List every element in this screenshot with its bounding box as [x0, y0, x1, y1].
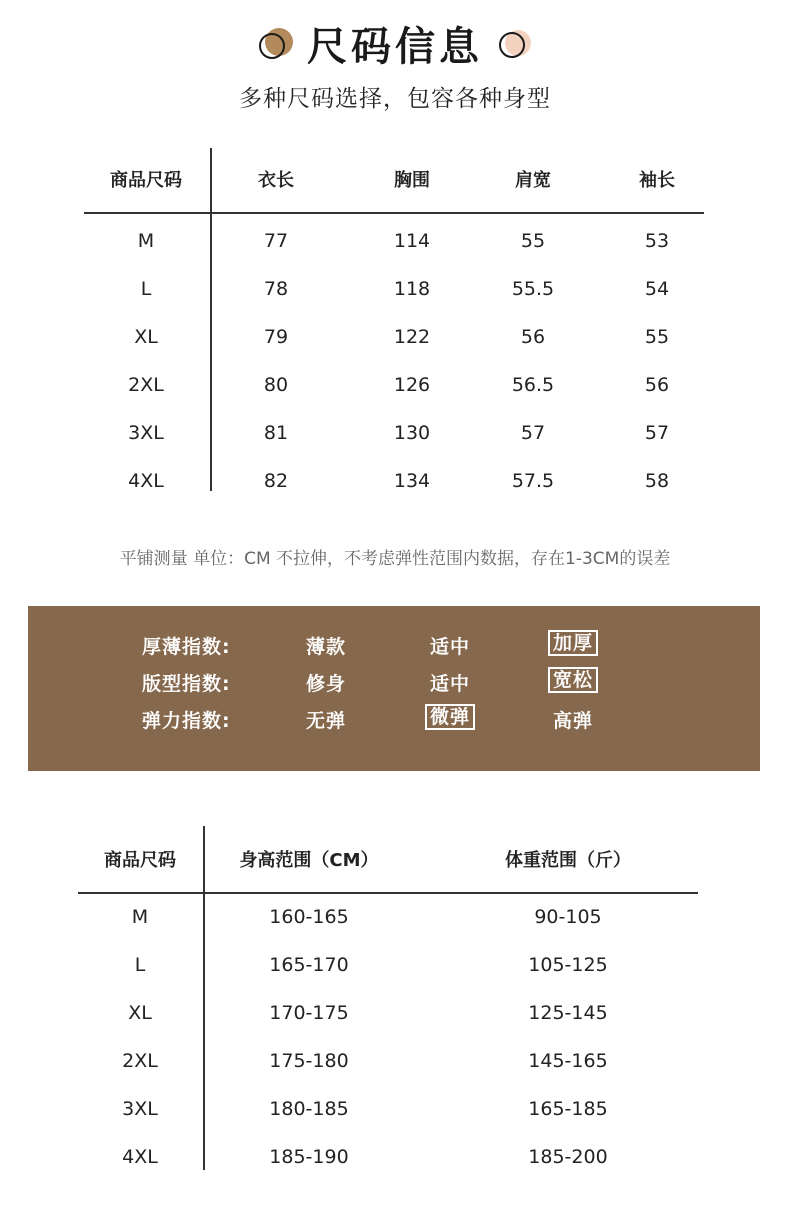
table-cell: 55: [520, 230, 546, 252]
table-cell: 82: [263, 470, 289, 492]
table-cell: 185-190: [269, 1146, 349, 1168]
table-cell: 54: [644, 278, 670, 300]
table-cell: 56: [644, 374, 670, 396]
table-cell: 79: [263, 326, 289, 348]
index-option: 适中: [429, 636, 470, 658]
table-header-cell: 商品尺码: [110, 170, 182, 191]
size-table: [84, 148, 704, 493]
table-header-cell: 身高范围（CM）: [239, 850, 379, 871]
table-cell: L: [140, 278, 152, 300]
table-cell: 56.5: [511, 374, 555, 396]
table-cell: 3XL: [128, 422, 164, 444]
table-cell: 58: [644, 470, 670, 492]
title-row: [0, 8, 790, 78]
index-option: 高弹: [552, 710, 593, 732]
table-cell: 134: [393, 470, 431, 492]
measurement-note: 平铺测量 单位：CM 不拉伸，不考虑弹性范围内数据，存在1-3CM的误差: [119, 549, 671, 569]
table-header-cell: 商品尺码: [104, 850, 176, 871]
index-label: 厚薄指数:: [142, 636, 231, 658]
table-cell: 57: [520, 422, 546, 444]
table-cell: 122: [393, 326, 431, 348]
page-subtitle: 多种尺码选择，包容各种身型: [239, 86, 551, 112]
table-cell: 77: [263, 230, 289, 252]
index-option: 适中: [429, 673, 470, 695]
index-label: 版型指数:: [142, 673, 231, 695]
circle-decoration-icon: [499, 26, 533, 60]
table-cell: 57.5: [511, 470, 555, 492]
table-cell: M: [137, 230, 155, 252]
index-option: 无弹: [305, 710, 346, 732]
table-cell: 53: [644, 230, 670, 252]
table-header-cell: 胸围: [394, 170, 430, 191]
selected-option-box: 微弹: [425, 704, 475, 730]
index-label: 弹力指数:: [142, 710, 231, 732]
table-cell: 57: [644, 422, 670, 444]
page-title: 尺码信息: [307, 23, 483, 70]
table-header-cell: 肩宽: [515, 170, 551, 191]
table-cell: 55.5: [511, 278, 555, 300]
table-divider-vertical: [210, 148, 212, 491]
table-cell: 165-185: [528, 1098, 608, 1120]
index-option: [533, 632, 613, 654]
table-cell: 126: [393, 374, 431, 396]
circle-decoration-icon: [257, 26, 291, 60]
table-cell: 2XL: [122, 1050, 158, 1072]
table-cell: 145-165: [528, 1050, 608, 1072]
table-header-cell: 衣长: [258, 170, 294, 191]
table-cell: 4XL: [128, 470, 164, 492]
table-cell: 114: [393, 230, 431, 252]
table-cell: XL: [128, 1002, 152, 1024]
table-cell: 180-185: [269, 1098, 349, 1120]
index-panel: [28, 606, 760, 771]
fit-table: [78, 826, 698, 1171]
table-cell: 105-125: [528, 954, 608, 976]
table-cell: 170-175: [269, 1002, 349, 1024]
table-cell: 90-105: [534, 906, 602, 928]
table-cell: 81: [263, 422, 289, 444]
table-cell: 125-145: [528, 1002, 608, 1024]
table-cell: 78: [263, 278, 289, 300]
index-option: [410, 706, 490, 728]
table-cell: 160-165: [269, 906, 349, 928]
table-divider-horizontal: [84, 212, 704, 214]
table-divider-horizontal: [78, 892, 698, 894]
table-header-cell: 体重范围（斤）: [505, 850, 631, 871]
table-cell: 3XL: [122, 1098, 158, 1120]
table-cell: 185-200: [528, 1146, 608, 1168]
table-cell: 4XL: [122, 1146, 158, 1168]
table-cell: XL: [134, 326, 158, 348]
selected-option-box: 加厚: [548, 630, 598, 656]
table-cell: 55: [644, 326, 670, 348]
index-option: 薄款: [305, 636, 346, 658]
table-cell: 2XL: [128, 374, 164, 396]
table-cell: 56: [520, 326, 546, 348]
table-cell: M: [131, 906, 149, 928]
table-header-cell: 袖长: [639, 170, 675, 191]
index-option: 修身: [305, 673, 346, 695]
table-cell: 175-180: [269, 1050, 349, 1072]
table-cell: 130: [393, 422, 431, 444]
table-cell: 165-170: [269, 954, 349, 976]
table-cell: L: [134, 954, 146, 976]
table-cell: 118: [393, 278, 431, 300]
index-option: [533, 669, 613, 691]
selected-option-box: 宽松: [548, 667, 598, 693]
table-cell: 80: [263, 374, 289, 396]
